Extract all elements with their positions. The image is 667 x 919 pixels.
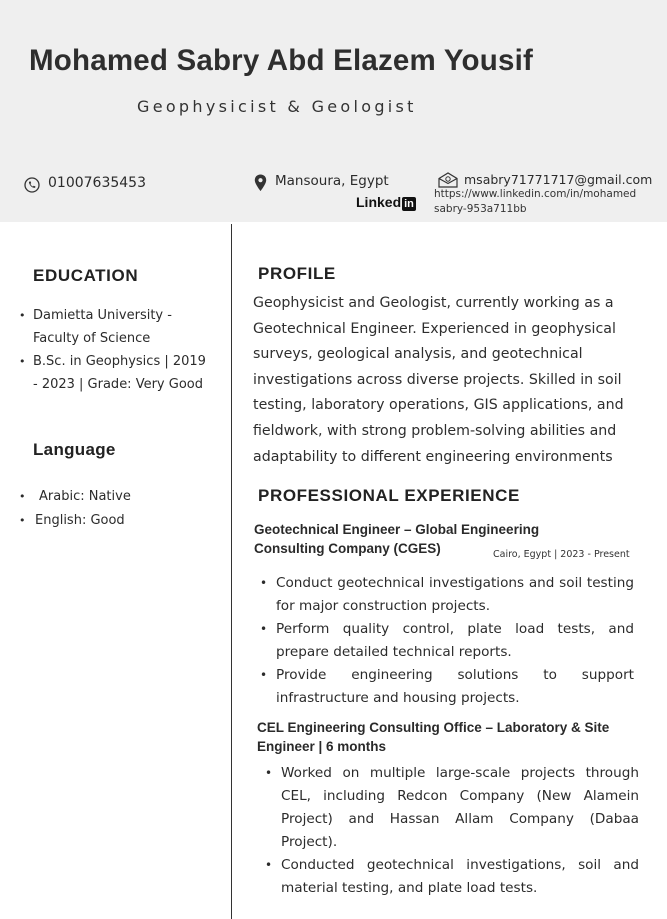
- phone-number[interactable]: 01007635453: [48, 175, 146, 191]
- header-band: [0, 0, 667, 222]
- linkedin-in-icon: in: [404, 198, 414, 210]
- candidate-role: Geophysicist & Geologist: [137, 97, 417, 116]
- email-address[interactable]: msabry71771717@gmail.com: [464, 172, 653, 187]
- column-divider: [231, 224, 232, 919]
- profile-text: Geophysicist and Geologist, currently working as a Geotechnical Engineer. Experienced in geophysical surveys, geological analysis, and geotechnical investigations across diverse projects. Skilled in soil testing, laboratory operations, GIS applications, and fieldwork, with strong problem-solving abilities and adaptability to different engineering environments: [253, 295, 624, 465]
- list-item: • Conduct geotechnical investigations and soil testing for major construction projects.: [254, 572, 634, 618]
- list-item: • Worked on multiple large-scale projects through CEL, including Redcon Company (New Alamein Project) and Hassan Allam Company (Dabaa Project).: [259, 762, 639, 854]
- list-item: • Provide engineering solutions to support infrastructure and housing projects.: [254, 664, 634, 710]
- linkedin-url-line2[interactable]: sabry-953a711bb: [434, 203, 527, 215]
- list-item: • English: Good: [19, 508, 211, 533]
- profile-title: PROFILE: [258, 264, 336, 283]
- location-pin-icon: [254, 174, 267, 192]
- job-bullets: [254, 572, 634, 710]
- list-item: • B.Sc. in Geophysics | 2019 - 2023 | Grade: Very Good: [19, 350, 211, 396]
- location-text: Mansoura, Egypt: [275, 173, 389, 189]
- job-title: CEL Engineering Consulting Office – Laboratory & Site Engineer | 6 months: [257, 720, 610, 754]
- list-item: • Damietta University - Faculty of Science: [19, 304, 211, 350]
- job-title: Geotechnical Engineer – Global Engineering Consulting Company (CGES): [254, 522, 540, 556]
- linkedin-logo-text: Linked: [356, 194, 402, 210]
- job-meta: Cairo, Egypt | 2023 - Present: [493, 549, 630, 560]
- candidate-name: Mohamed Sabry Abd Elazem Yousif: [29, 44, 533, 77]
- email-icon: [438, 172, 458, 188]
- phone-icon: [24, 177, 40, 193]
- language-title: Language: [33, 440, 116, 459]
- list-item: • Conducted geotechnical investigations, soil and material testing, and plate load tests.: [259, 854, 639, 900]
- linkedin-url-line1[interactable]: https://www.linkedin.com/in/mohamed: [434, 188, 637, 200]
- list-item: • Arabic: Native: [19, 485, 211, 508]
- experience-title: PROFESSIONAL EXPERIENCE: [258, 486, 520, 505]
- language-list: [19, 485, 211, 533]
- linkedin-logo: [356, 194, 416, 211]
- education-list: [19, 304, 211, 396]
- list-item: • Perform quality control, plate load tests, and prepare detailed technical reports.: [254, 618, 634, 664]
- education-title: EDUCATION: [33, 266, 139, 285]
- job-bullets: [259, 762, 639, 900]
